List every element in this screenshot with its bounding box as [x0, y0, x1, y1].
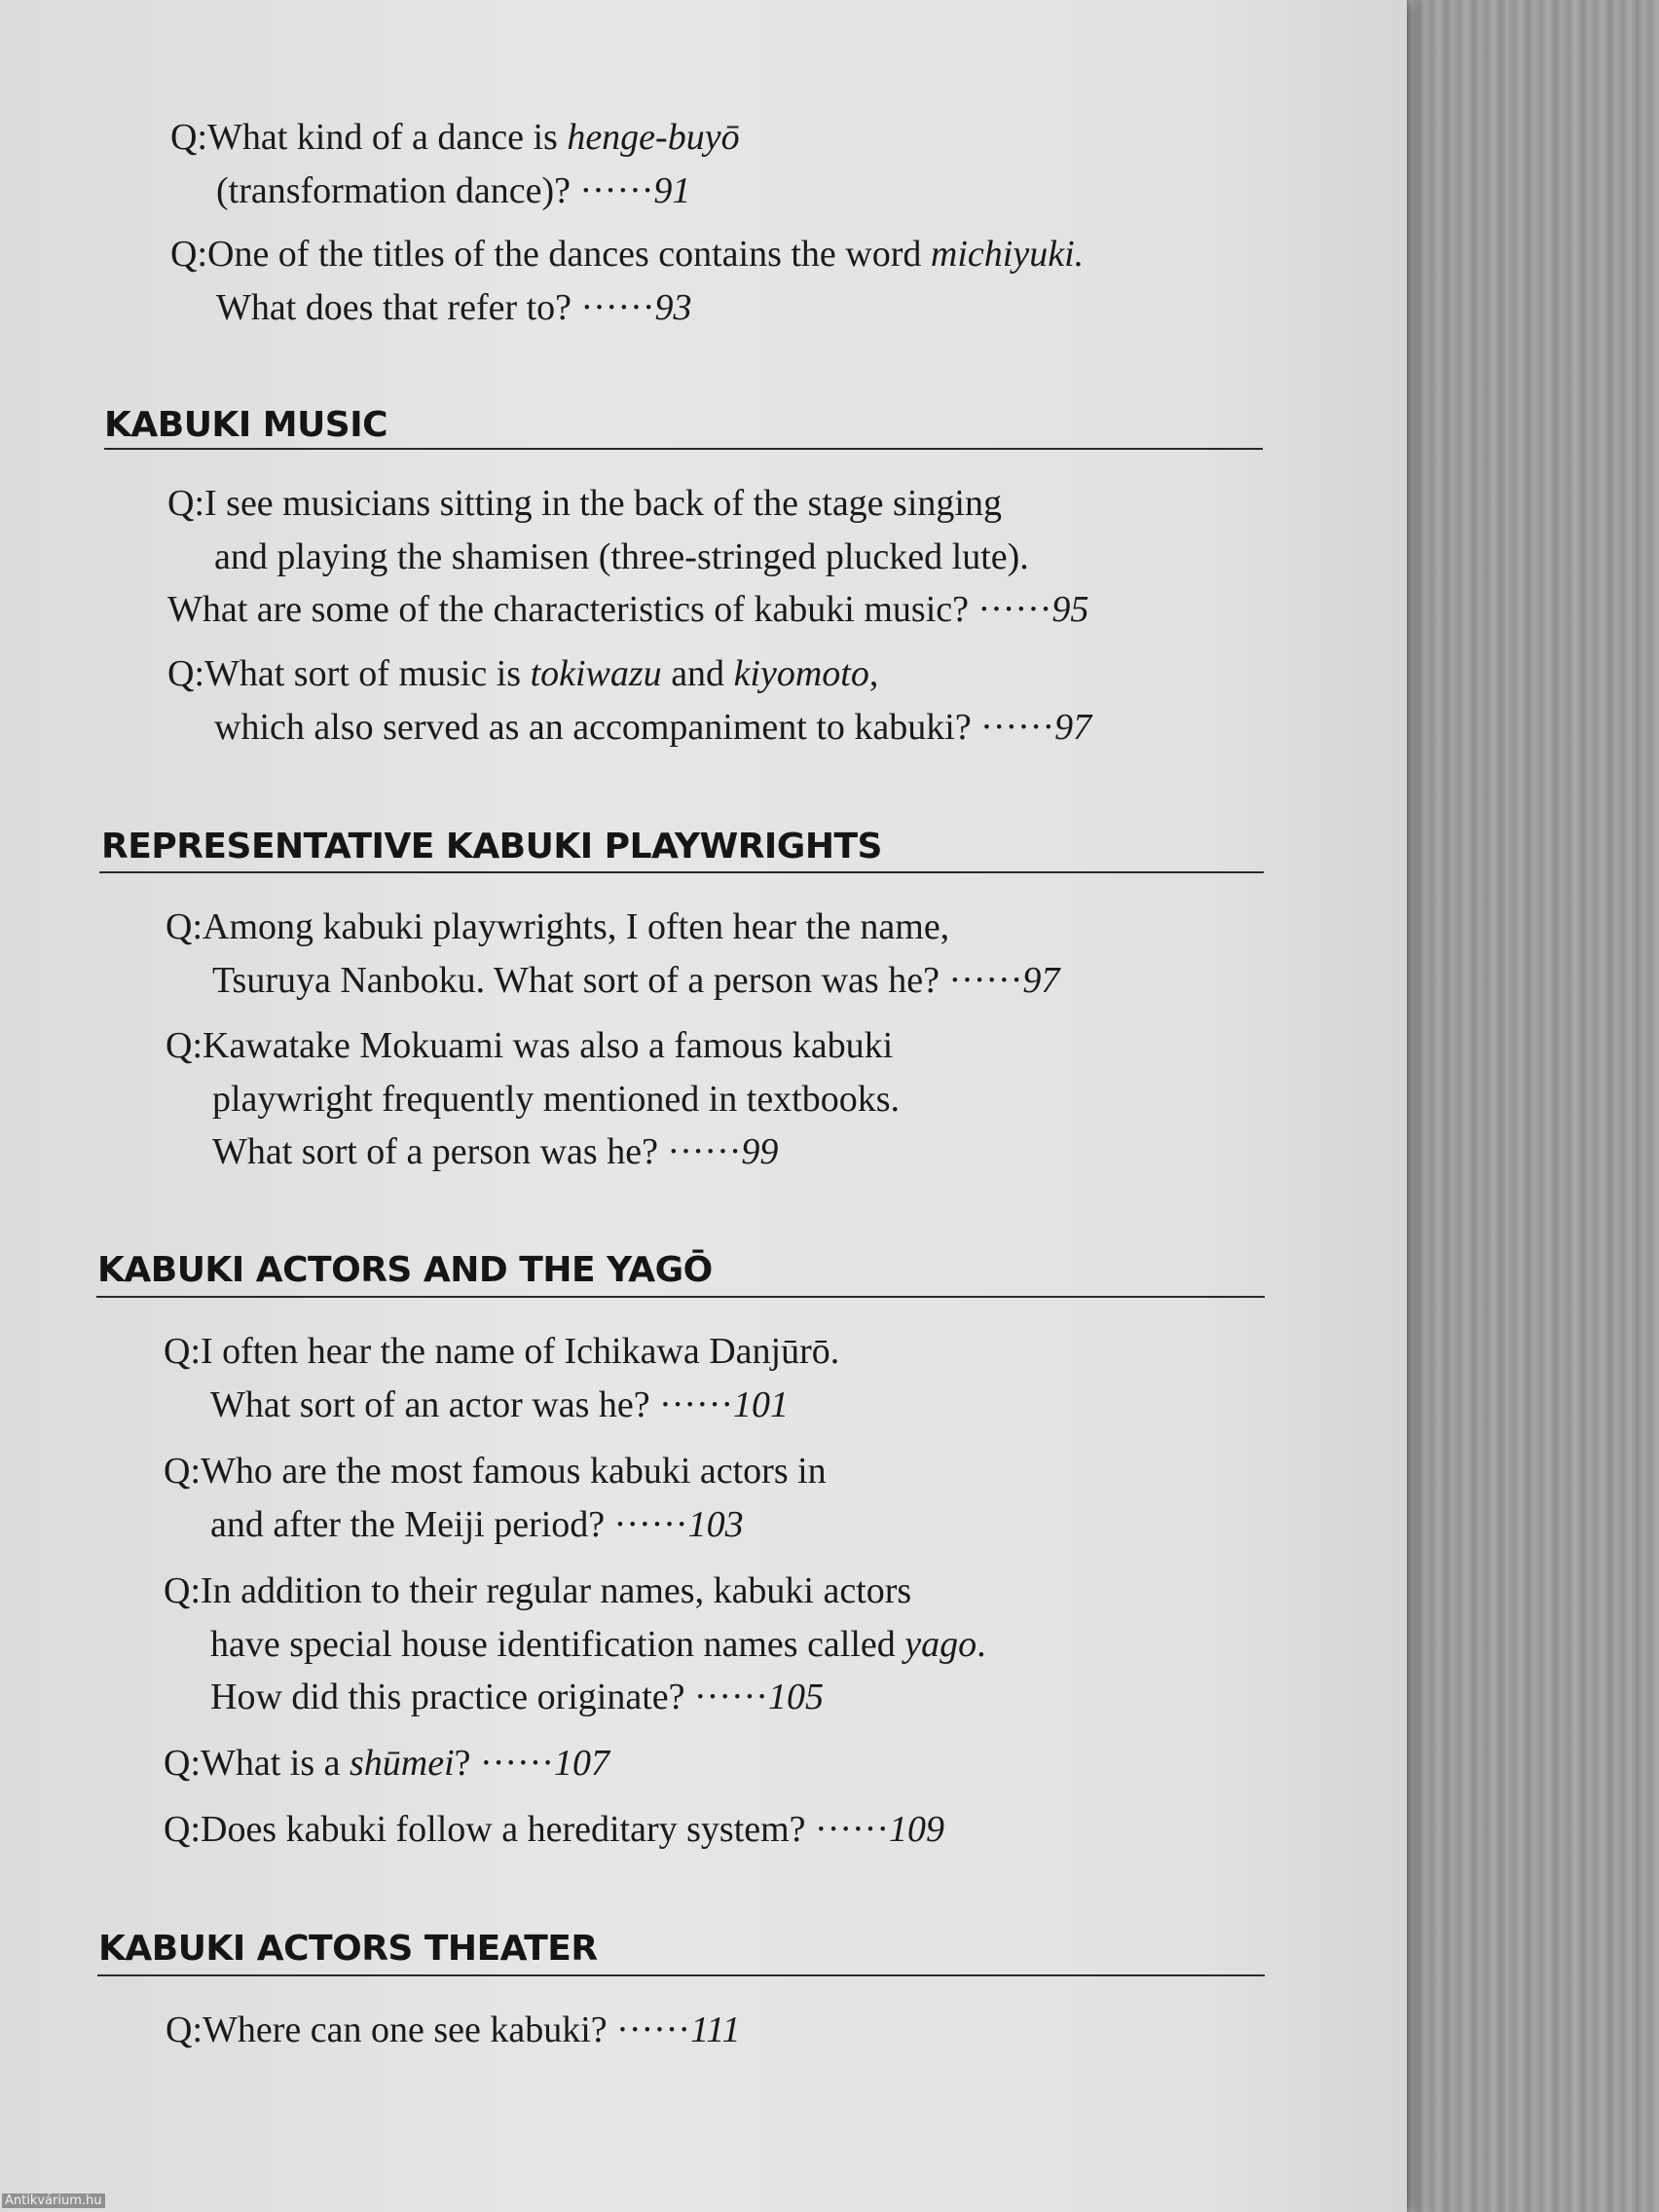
toc-entry: Q:Among kabuki playwrights, I often hear the name,: [166, 906, 950, 947]
section-heading: REPRESENTATIVE KABUKI PLAYWRIGHTS: [101, 827, 882, 866]
watermark-label: Antikvárium.hu: [2, 2194, 105, 2208]
section-heading: KABUKI MUSIC: [104, 405, 388, 445]
toc-entry: Q:Does kabuki follow a hereditary system? ······109: [164, 1809, 944, 1850]
page-number: 111: [690, 2009, 741, 2050]
page-number: 101: [733, 1384, 790, 1425]
page-number: 93: [654, 287, 692, 328]
toc-entry: Q:Where can one see kabuki? ······111: [166, 2009, 741, 2050]
page-number: 105: [767, 1677, 824, 1717]
toc-entry: Q:What is a shūmei? ······107: [164, 1743, 609, 1784]
page-number: 91: [653, 170, 691, 211]
page-number: 109: [888, 1809, 944, 1850]
toc-entry-cont: and playing the shamisen (three-stringed plucked lute).: [214, 536, 1029, 577]
toc-entry-cont: have special house identification names called yago.: [210, 1624, 986, 1665]
page-number: 103: [687, 1504, 744, 1545]
section-rule: [97, 1974, 1265, 1976]
page-number: 99: [741, 1131, 779, 1172]
toc-entry: Q:In addition to their regular names, kabuki actors: [164, 1570, 912, 1611]
toc-entry-cont: What sort of a person was he? ······99: [212, 1131, 779, 1172]
toc-entry: Q:I often hear the name of Ichikawa Danjūrō.: [164, 1331, 840, 1372]
toc-entry-cont: What does that refer to? ······93: [216, 287, 692, 328]
page-number: 107: [553, 1743, 609, 1784]
toc-entry-cont: What are some of the characteristics of kabuki music? ······95: [167, 589, 1089, 630]
toc-entry: Q:One of the titles of the dances contains the word michiyuki.: [170, 234, 1085, 275]
toc-entry: Q:I see musicians sitting in the back of the stage singing: [167, 483, 1002, 524]
section-heading: KABUKI ACTORS THEATER: [98, 1929, 598, 1969]
toc-entry: Q:Who are the most famous kabuki actors in: [164, 1451, 827, 1492]
toc-entry-cont: and after the Meiji period? ······103: [210, 1504, 744, 1545]
toc-entry-cont: (transformation dance)? ······91: [216, 170, 691, 211]
section-heading: KABUKI ACTORS AND THE YAGŌ: [97, 1250, 713, 1290]
page-number: 95: [1051, 589, 1089, 630]
toc-entry: Q:What sort of music is tokiwazu and kiyomoto,: [167, 653, 879, 694]
toc-entry: Q:What kind of a dance is henge-buyō: [170, 117, 740, 158]
toc-entry-cont: What sort of an actor was he? ······101: [210, 1384, 790, 1425]
background-surface: [1392, 0, 1659, 2212]
section-rule: [96, 1296, 1265, 1298]
page-number: 97: [1022, 960, 1060, 1001]
section-rule: [104, 448, 1263, 450]
page-number: 97: [1054, 707, 1092, 748]
toc-entry-cont: How did this practice originate? ······105: [210, 1677, 824, 1717]
toc-entry-cont: playwright frequently mentioned in textbooks.: [212, 1079, 901, 1120]
toc-entry-cont: which also served as an accompaniment to kabuki? ······97: [214, 707, 1092, 748]
toc-entry-cont: Tsuruya Nanboku. What sort of a person was he? ······97: [212, 960, 1060, 1001]
section-rule: [99, 871, 1264, 873]
toc-entry: Q:Kawatake Mokuami was also a famous kabuki: [166, 1025, 894, 1066]
